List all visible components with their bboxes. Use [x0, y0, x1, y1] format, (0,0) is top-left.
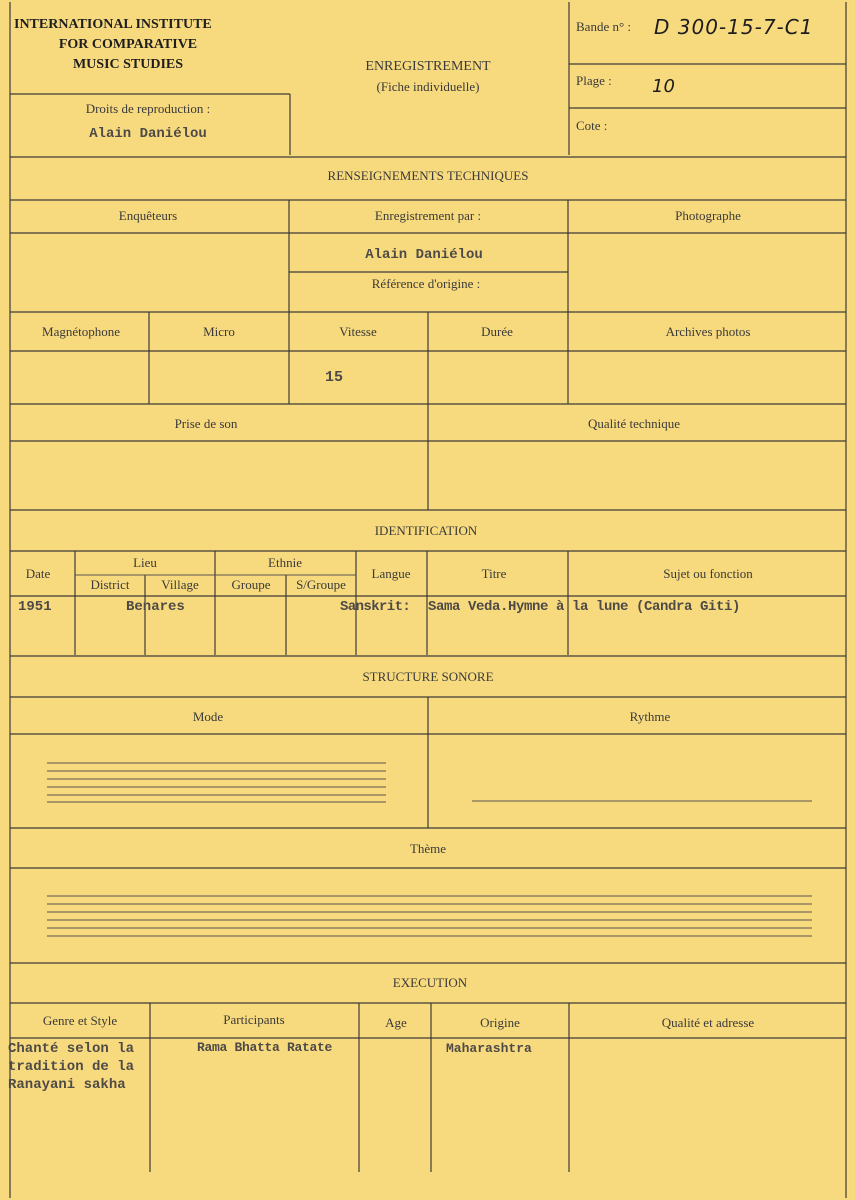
genre-style-label: Genre et Style: [42, 1013, 118, 1028]
cote-label: Cote :: [576, 118, 608, 133]
rythme-label: Rythme: [629, 709, 671, 724]
technique-section-title: RENSEIGNEMENTS TECHNIQUES: [327, 168, 529, 183]
prise-de-son-label: Prise de son: [174, 416, 238, 431]
district-label: District: [90, 577, 130, 592]
age-label: Age: [385, 1015, 407, 1030]
institute-name-line3: MUSIC STUDIES: [72, 57, 184, 72]
lieu-label: Lieu: [133, 555, 157, 570]
vitesse-value: 15: [325, 369, 344, 386]
enqueteurs-label: Enquêteurs: [118, 208, 178, 223]
plage-value: 10: [652, 76, 675, 97]
district-value: Benares: [126, 599, 185, 615]
theme-label: Thème: [409, 841, 447, 856]
institute-name-line2: FOR COMPARATIVE: [58, 37, 198, 52]
participants-value: Rama Bhatta Ratate: [197, 1040, 333, 1055]
rights-value: Alain Daniélou: [89, 126, 207, 142]
bande-label: Bande n° :: [576, 19, 632, 34]
structure-section-title: STRUCTURE SONORE: [362, 669, 494, 684]
enregistrement-label: Enregistrement par :: [374, 208, 482, 223]
sgroupe-label: S/Groupe: [296, 577, 346, 592]
groupe-label: Groupe: [231, 577, 271, 592]
origine-value: Maharashtra: [446, 1041, 532, 1056]
genre-style-value-line2: tradition de la: [8, 1059, 135, 1075]
form-subtitle: (Fiche individuelle): [376, 79, 480, 94]
bande-value: D 300-15-7-C1: [654, 15, 814, 39]
langue-label: Langue: [371, 566, 411, 581]
form-title: ENREGISTREMENT: [365, 59, 491, 74]
magnetophone-label: Magnétophone: [42, 324, 120, 339]
date-label: Date: [25, 566, 51, 581]
langue-value: Sanskrit:: [340, 599, 411, 615]
identification-section-title: IDENTIFICATION: [374, 523, 478, 538]
micro-label: Micro: [203, 324, 235, 339]
plage-label: Plage :: [576, 73, 612, 88]
qualite-technique-label: Qualité technique: [587, 416, 681, 431]
mode-label: Mode: [192, 709, 224, 724]
execution-section-title: EXECUTION: [392, 975, 468, 990]
enregistrement-value: Alain Daniélou: [365, 247, 483, 263]
village-label: Village: [161, 577, 199, 592]
photographe-label: Photographe: [675, 208, 741, 223]
qualite-adresse-label: Qualité et adresse: [661, 1015, 755, 1030]
genre-style-value-line1: Chanté selon la: [8, 1041, 135, 1057]
archives-photos-label: Archives photos: [665, 324, 751, 339]
titre-value: Sama Veda.Hymne à la lune (Candra Giti): [428, 599, 741, 615]
participants-label: Participants: [223, 1012, 285, 1027]
titre-label: Titre: [481, 566, 507, 581]
reference-label: Référence d'origine :: [371, 276, 481, 291]
genre-style-value-line3: Ranayani sakha: [8, 1077, 126, 1093]
duree-label: Durée: [481, 324, 513, 339]
origine-label: Origine: [480, 1015, 520, 1030]
vitesse-label: Vitesse: [339, 324, 377, 339]
sujet-fonction-label: Sujet ou fonction: [663, 566, 753, 581]
institute-name-line1: INTERNATIONAL INSTITUTE: [14, 17, 212, 32]
date-value: 1951: [18, 599, 52, 615]
rights-label: Droits de reproduction :: [85, 101, 211, 116]
ethnie-label: Ethnie: [268, 555, 302, 570]
